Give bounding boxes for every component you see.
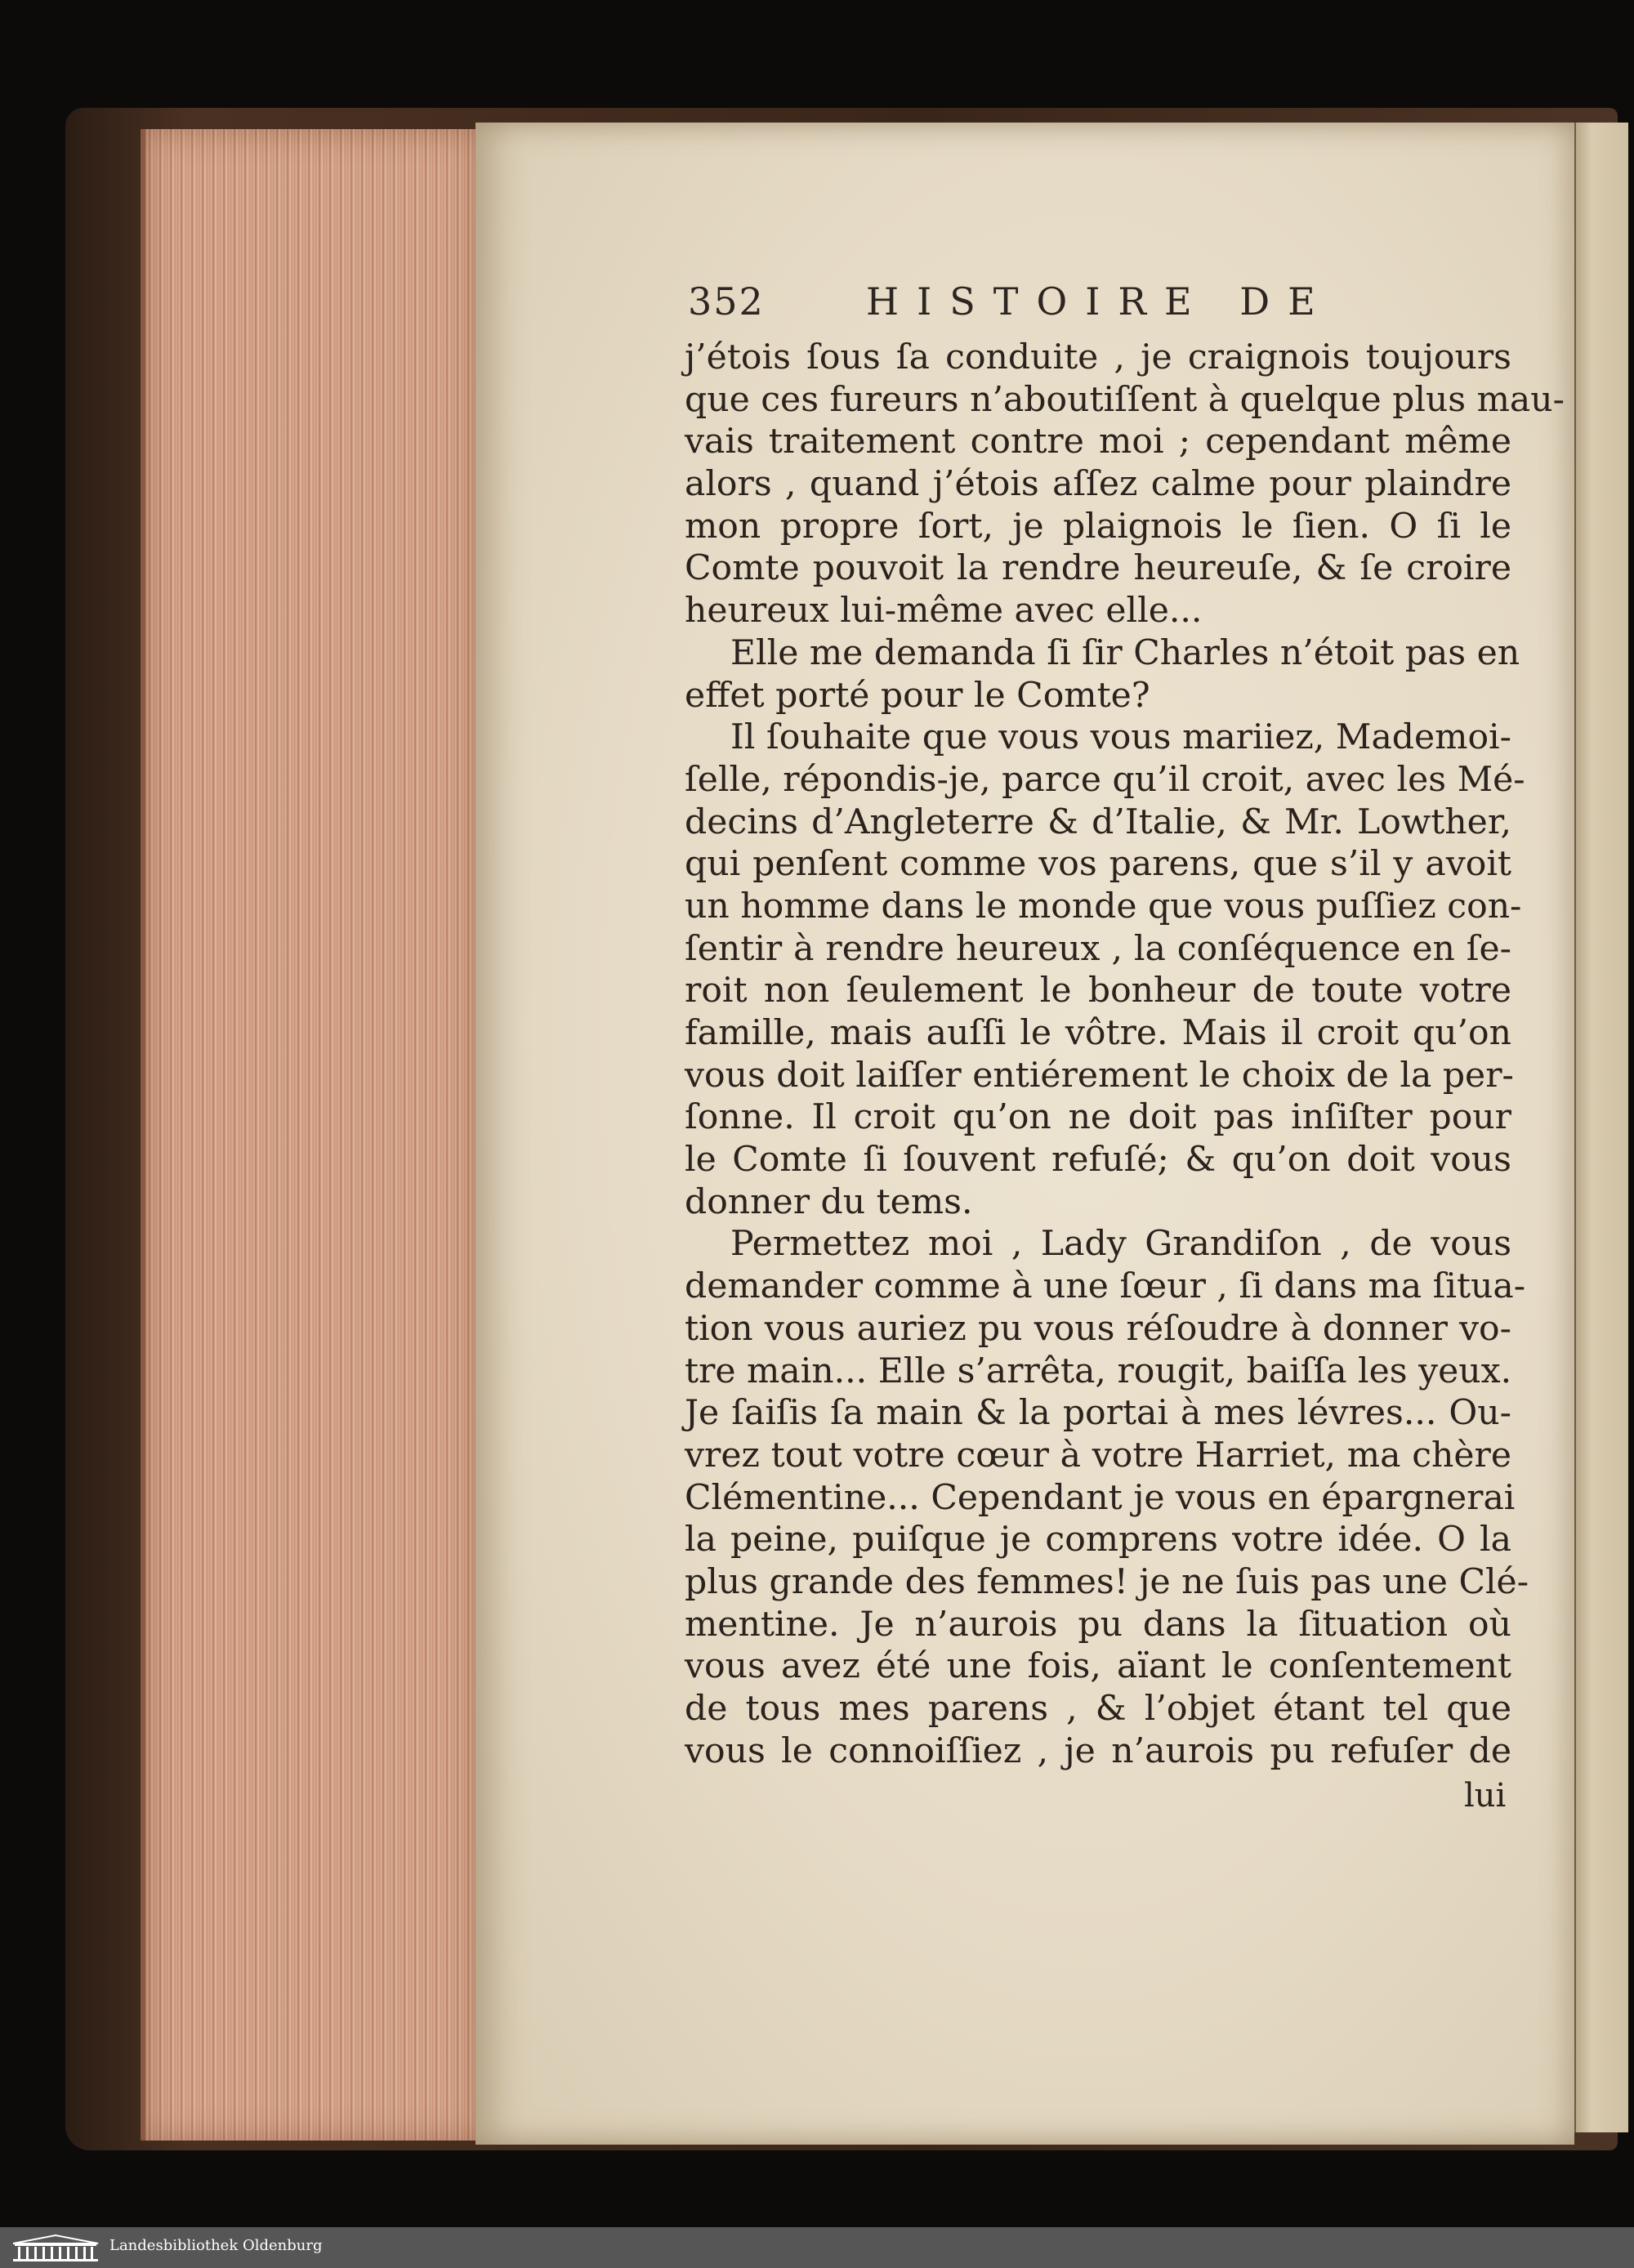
library-building-icon bbox=[10, 2234, 101, 2263]
text-line: Comte pouvoit la rendre heureuſe, & ſe croire bbox=[685, 548, 1511, 589]
page-header bbox=[688, 279, 1505, 328]
text-line: Elle me demanda ſi ſir Charles n’étoit pas en bbox=[730, 632, 1520, 673]
text-line: la peine, puiſque je comprens votre idée. O la bbox=[685, 1520, 1511, 1560]
text-line: demander comme à une ſœur , ſi dans ma ſitua- bbox=[685, 1266, 1526, 1307]
text-line: mentine. Je n’aurois pu dans la ſituation où bbox=[685, 1604, 1511, 1645]
text-line: ſonne. Il croit qu’on ne doit pas inſiſter pour bbox=[685, 1097, 1511, 1138]
text-line: tre main... Elle s’arrêta, rougit, baiſſa les yeux. bbox=[685, 1351, 1512, 1391]
page-number: 352 bbox=[688, 279, 765, 324]
catchword: lui bbox=[1464, 1777, 1507, 1815]
text-line: Je ſaiſis ſa main & la portai à mes lévres... Ou- bbox=[685, 1393, 1511, 1434]
text-line: que ces fureurs n’aboutiſſent à quelque plus mau- bbox=[685, 379, 1565, 420]
text-line: mon propre ſort, je plaignois le ſien. O ſi le bbox=[685, 506, 1511, 547]
text-line: effet porté pour le Comte? bbox=[685, 675, 1150, 716]
text-line: le Comte ſi ſouvent refuſé; & qu’on doit vous bbox=[685, 1140, 1511, 1181]
body-text bbox=[685, 337, 1565, 1772]
text-line: vous avez été une fois, aïant le conſentement bbox=[685, 1646, 1511, 1687]
text-line: tion vous auriez pu vous réſoudre à donner vo- bbox=[685, 1308, 1511, 1349]
text-line: heureux lui-même avec elle... bbox=[685, 591, 1203, 632]
text-line: Clémentine... Cependant je vous en épargnerai bbox=[685, 1477, 1516, 1518]
facing-page-edge bbox=[1574, 123, 1628, 2132]
text-line: plus grande des femmes! je ne ſuis pas une Clé- bbox=[685, 1561, 1529, 1602]
text-line: un homme dans le monde que vous puſſiez con- bbox=[685, 886, 1522, 926]
text-line: de tous mes parens , & l’objet étant tel que bbox=[685, 1689, 1511, 1729]
text-line: vais traitement contre moi ; cependant même bbox=[685, 422, 1511, 462]
text-line: vous doit laiſſer entiérement le choix de la per- bbox=[685, 1055, 1514, 1096]
library-name: Landesbibliothek Oldenburg bbox=[109, 2237, 323, 2254]
text-line: decins d’Angleterre & d’Italie, & Mr. Lowther, bbox=[685, 801, 1511, 842]
page-edges bbox=[141, 129, 482, 2141]
text-line: vous le connoiſſiez , je n’aurois pu refuſer de bbox=[685, 1730, 1511, 1771]
running-head: HISTOIRE DE bbox=[866, 279, 1333, 324]
text-line: j’étois ſous ſa conduite , je craignois toujours bbox=[685, 337, 1511, 377]
text-line: donner du tems. bbox=[685, 1181, 973, 1222]
text-line: ſelle, répondis-je, parce qu’il croit, avec les Mé- bbox=[685, 759, 1525, 800]
text-line: ſentir à rendre heureux , la conſéquence en ſe- bbox=[685, 928, 1511, 969]
text-line: qui penſent comme vos parens, que s’il y avoit bbox=[685, 844, 1511, 885]
text-line: Il ſouhaite que vous vous mariiez, Mademoi- bbox=[730, 717, 1511, 758]
text-line: roit non ſeulement le bonheur de toute votre bbox=[685, 971, 1511, 1011]
text-line: Permettez moi , Lady Grandiſon , de vous bbox=[730, 1224, 1511, 1265]
text-line: vrez tout votre cœur à votre Harriet, ma chère bbox=[685, 1435, 1511, 1476]
footer-bar bbox=[0, 2227, 1634, 2268]
text-line: famille, mais auſſi le vôtre. Mais il croit qu’on bbox=[685, 1013, 1511, 1053]
text-line: alors , quand j’étois aſſez calme pour plaindre bbox=[685, 464, 1511, 505]
